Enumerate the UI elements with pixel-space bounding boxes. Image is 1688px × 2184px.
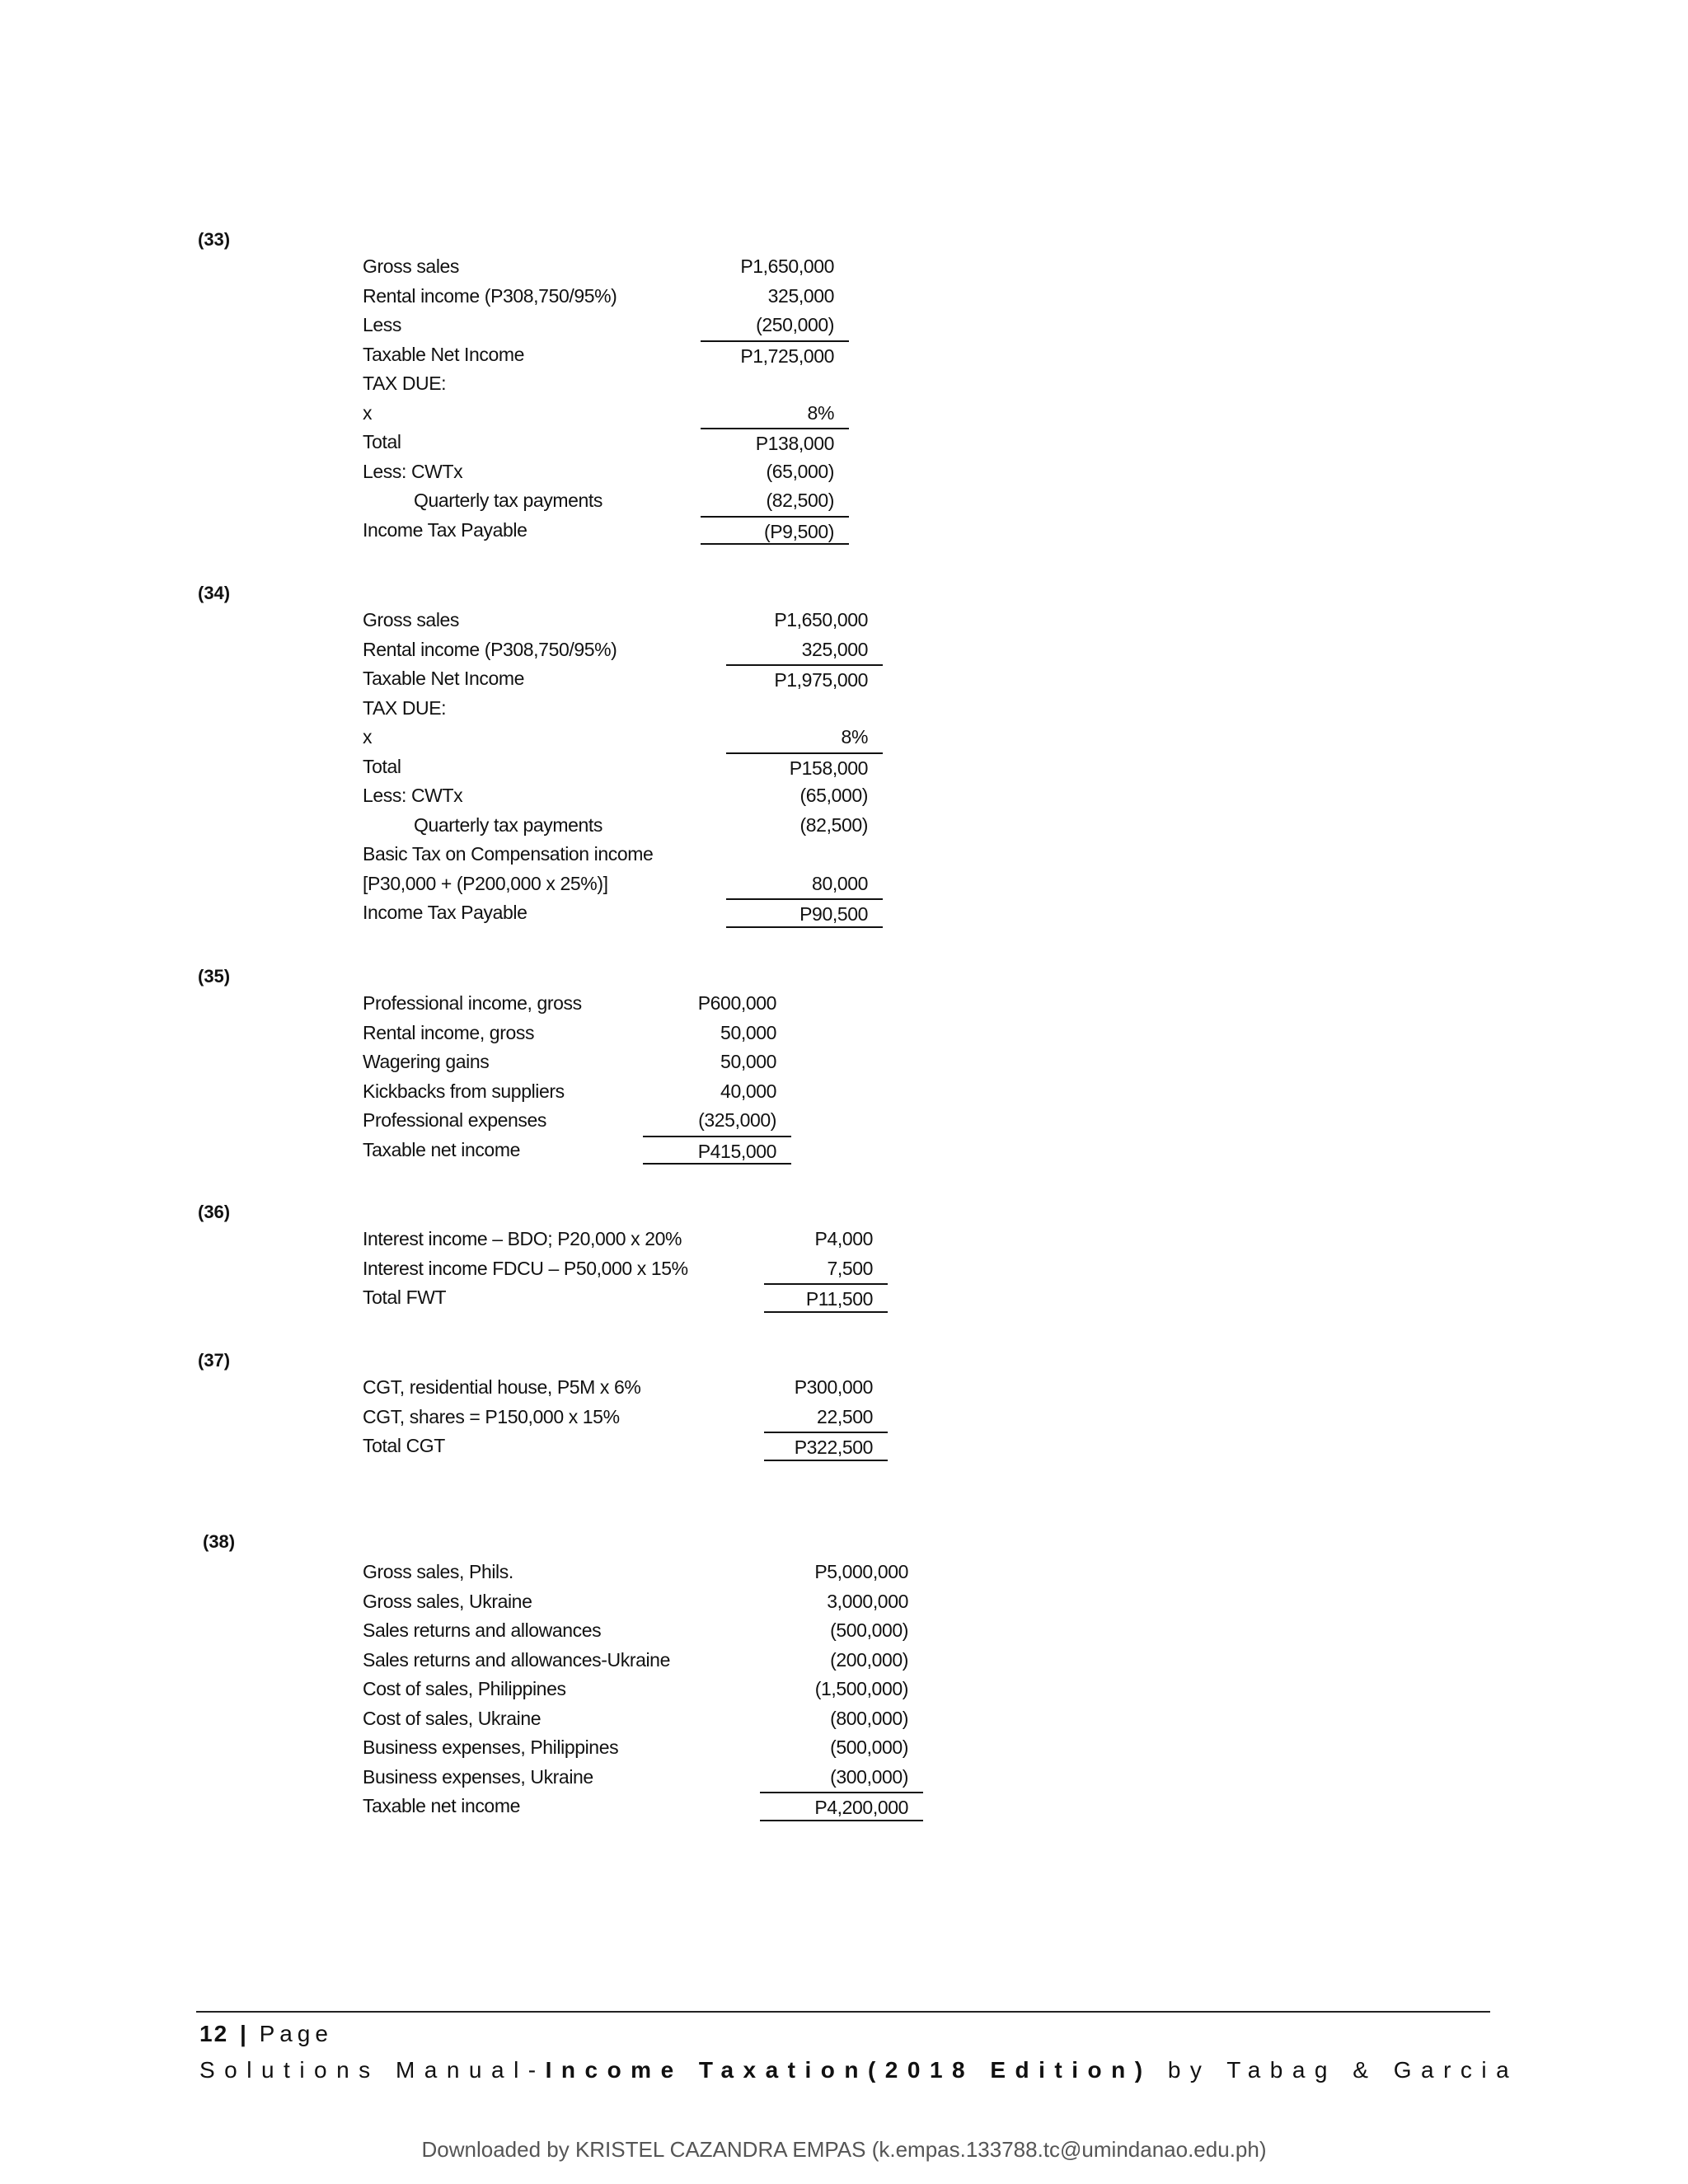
row-label: TAX DUE: [363,696,447,719]
row-amount: 8% [841,726,868,748]
row-label: Income Tax Payable [363,518,528,541]
page-word: Page [259,2021,333,2046]
row-amount: (200,000) [830,1648,908,1671]
row-label: CGT, residential house, P5M x 6% [363,1376,641,1398]
row-amount: P322,500 [764,1432,888,1461]
row-label: Gross sales, Ukraine [363,1590,532,1612]
row-label: Interest income FDCU – P50,000 x 15% [363,1257,688,1279]
section-number: (34) [198,583,231,603]
row-label: Income Tax Payable [363,902,528,923]
row-amount [701,369,849,399]
row-label: x [363,726,373,748]
row-amount: 3,000,000 [827,1590,908,1612]
row-amount: 325,000 [801,638,868,660]
row-amount: (65,000) [799,785,868,806]
row-label: Gross sales [363,609,460,630]
row-amount: 8% [807,401,834,424]
row-label: Cost of sales, Ukraine [363,1707,542,1729]
row-amount: 50,000 [720,1051,776,1072]
section-number: (35) [198,966,231,987]
row-label: Taxable Net Income [363,343,525,365]
manual-title-line [199,2054,1518,2087]
row-amount: (82,500) [766,490,834,511]
row-label: Total CGT [363,1435,445,1456]
page-number [199,2018,333,2050]
row-amount: (325,000) [698,1109,776,1131]
row-amount: P300,000 [794,1376,873,1398]
row-amount: (300,000) [830,1765,908,1788]
row-label: Rental income (P308,750/95%) [363,284,617,307]
row-amount: P600,000 [697,992,776,1014]
row-amount: 325,000 [767,284,834,307]
row-amount: P415,000 [643,1136,791,1165]
row-label: Business expenses, Ukraine [363,1765,593,1788]
row-label: Taxable net income [363,1138,520,1160]
row-label: Cost of sales, Philippines [363,1678,566,1699]
row-label: Professional income, gross [363,992,582,1014]
row-label: Less [363,314,401,335]
row-label: Total [363,431,401,452]
row-label: Professional expenses [363,1109,547,1131]
manual-authors: by Tabag & Garcia [1151,2057,1519,2083]
row-amount: P4,000 [814,1228,873,1249]
row-label: Gross sales [363,255,460,277]
row-amount: 80,000 [812,872,868,894]
row-label: Quarterly tax payments [414,490,603,511]
row-label: Business expenses, Philippines [363,1736,619,1758]
row-amount: (65,000) [766,460,834,482]
row-label: Quarterly tax payments [414,813,603,836]
page-number-value: 12 [199,2021,229,2046]
footer-divider [196,2011,1490,2013]
row-amount: 50,000 [720,1021,776,1043]
row-label: CGT, shares = P150,000 x 15% [363,1405,620,1427]
row-amount: 7,500 [827,1257,873,1279]
row-label: Sales returns and allowances [363,1619,602,1641]
page-separator: | [239,2021,248,2046]
row-label: Less: CWTx [363,785,463,806]
row-label: Interest income – BDO; P20,000 x 20% [363,1228,682,1249]
manual-title: Income Taxation(2018 Edition) [545,2057,1152,2083]
row-amount: 40,000 [720,1080,776,1102]
row-amount [726,694,883,724]
row-amount: (500,000) [830,1736,908,1758]
row-amount: (250,000) [756,314,834,335]
row-amount: P138,000 [701,428,849,457]
section-number: (38) [203,1531,236,1552]
row-amount: (1,500,000) [814,1678,908,1699]
row-amount: P5,000,000 [814,1561,908,1582]
row-label: Rental income, gross [363,1021,535,1043]
row-label: Total FWT [363,1286,447,1308]
row-amount: P4,200,000 [760,1792,923,1821]
row-label: Gross sales, Phils. [363,1561,513,1582]
row-label: Taxable net income [363,1795,520,1816]
section-number: (37) [198,1350,231,1371]
row-label: Rental income (P308,750/95%) [363,638,617,660]
row-label: Sales returns and allowances-Ukraine [363,1648,670,1671]
row-label: Kickbacks from suppliers [363,1080,565,1102]
download-note: Downloaded by KRISTEL CAZANDRA EMPAS (k.empas.133788.tc@umindanao.edu.ph) [421,2137,1267,2162]
row-label: Total [363,755,401,777]
row-amount: P1,725,000 [701,340,849,370]
row-amount: P1,975,000 [726,664,883,694]
row-amount: 22,500 [817,1405,873,1427]
row-amount: (500,000) [830,1619,908,1641]
row-amount: (82,500) [799,813,868,836]
section-number: (33) [198,229,231,250]
row-amount: P90,500 [726,898,883,928]
row-label: Taxable Net Income [363,668,525,689]
manual-prefix: Solutions Manual- [199,2057,546,2083]
row-label: [P30,000 + (P200,000 x 25%)] [363,872,608,894]
row-amount: P1,650,000 [740,255,834,277]
row-label: Basic Tax on Compensation income [363,843,654,865]
row-label: TAX DUE: [363,373,447,394]
row-amount: P11,500 [764,1283,888,1313]
section-number: (36) [198,1202,231,1222]
row-label: x [363,401,373,424]
row-amount [726,840,883,869]
row-amount: P1,650,000 [774,609,868,630]
row-amount: P158,000 [726,752,883,782]
row-amount: (800,000) [830,1707,908,1729]
row-amount: (P9,500) [701,516,849,546]
row-label: Less: CWTx [363,460,463,482]
row-label: Wagering gains [363,1051,490,1072]
